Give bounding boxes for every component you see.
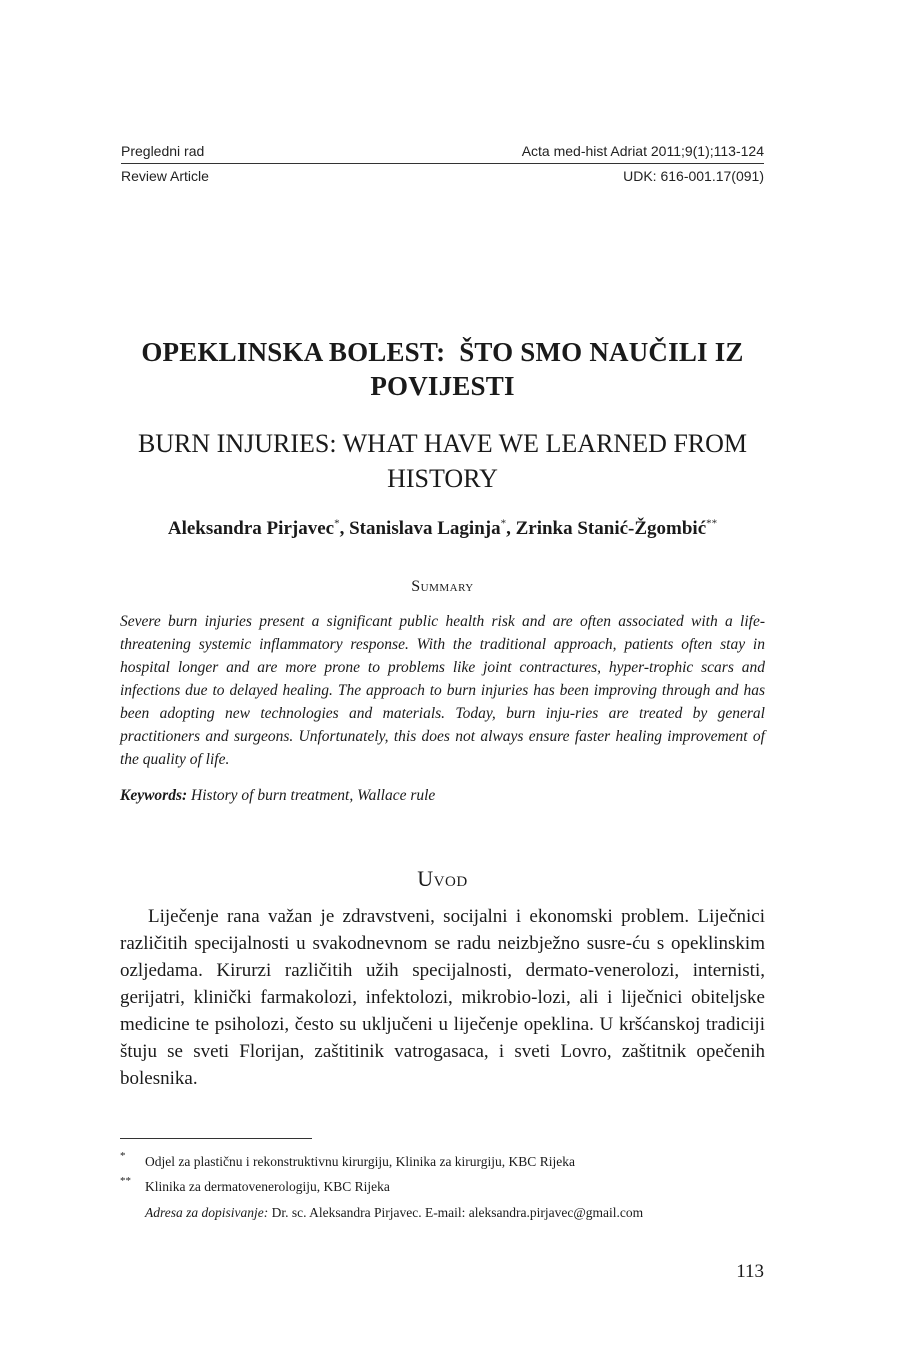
correspondence-text: Dr. sc. Aleksandra Pirjavec. E-mail: aleksandra.pirjavec@gmail.com — [271, 1205, 644, 1220]
title-croatian-line2: POVIJESTI — [370, 371, 515, 401]
footnote-1-mark: * — [120, 1150, 126, 1162]
keywords — [120, 785, 765, 807]
keywords-label: Keywords: — [120, 787, 188, 804]
title-english — [121, 426, 764, 496]
journal-citation: Acta med-hist Adriat 2011;9(1);113-124 — [521, 143, 764, 159]
author-list — [121, 516, 764, 542]
author-name: Stanislava Laginja — [349, 518, 501, 539]
udk-code: UDK: 616-001.17(091) — [623, 168, 764, 184]
footnote-2-text: Klinika za dermatovenerologiju, KBC Rijeka — [145, 1179, 390, 1194]
author-name: Zrinka Stanić-Žgombić — [515, 518, 707, 539]
author-affiliation-mark: * — [500, 517, 507, 530]
footnote-2-mark: ** — [120, 1175, 131, 1187]
title-croatian — [121, 335, 764, 403]
title-croatian-line1: OPEKLINSKA BOLEST: ŠTO SMO NAUČILI IZ — [141, 337, 744, 367]
title-english-line1: BURN INJURIES: WHAT HAVE WE LEARNED FROM — [137, 429, 748, 458]
author-name: Aleksandra Pirjavec — [167, 518, 335, 539]
author-affiliation-mark: * — [334, 517, 340, 530]
title-english-line2: HISTORY — [387, 464, 498, 493]
footnote-1-text: Odjel za plastičnu i rekonstruktivnu kirurgiju, Klinika za kirurgiju, KBC Rijeka — [145, 1154, 575, 1169]
summary-text: Severe burn injuries present a significant public health risk and are often associated with a life-threatening systemic inflammatory response. With the traditional approach, patients often stay in hospital longer and are more prone to problems like joint contractures, hyper-trophic scars and infections due to delayed healing. The approach to burn injuries has been improving through and has been adopting new technologies and materials. Today, burn inju-ries are treated by general practitioners and surgeons. Unfortunately, this does not always ensure faster healing improvement of the quality of life. — [120, 613, 765, 768]
summary-heading: Summary — [411, 578, 474, 595]
author-affiliation-mark: ** — [706, 517, 718, 530]
section-body-text: Liječenje rana važan je zdravstveni, socijalni i ekonomski problem. Liječnici različitih specijalnosti u svakodnevnom se radu neizbježno susre-ću s opeklinskim ozljedama. Kirurzi različitih užih specijalnosti, dermato-venerolozi, internisti, gerijatri, klinički farmakolozi, infektolozi, mikrobio-lozi, ali i liječnici obiteljske medicine te psiholozi, često su uključeni u liječenje opeklina. U kršćanskoj tradiciji štuju se sveti Florijan, zaštitinik vatrogasaca, i sveti Lovro, zaštitnik opečenih bolesnika. — [120, 906, 765, 1089]
header-rule — [121, 163, 764, 164]
keywords-text: History of burn treatment, Wallace rule — [191, 787, 436, 804]
article-type-hr: Pregledni rad — [121, 143, 205, 159]
author-separator: , — [339, 518, 350, 539]
author-separator: , — [506, 518, 516, 539]
section-heading-uvod: Uvod — [417, 866, 468, 891]
article-type-en: Review Article — [121, 168, 209, 184]
correspondence-label: Adresa za dopisivanje: — [145, 1205, 269, 1220]
page-number: 113 — [736, 1261, 764, 1282]
footnote-rule — [120, 1138, 312, 1139]
